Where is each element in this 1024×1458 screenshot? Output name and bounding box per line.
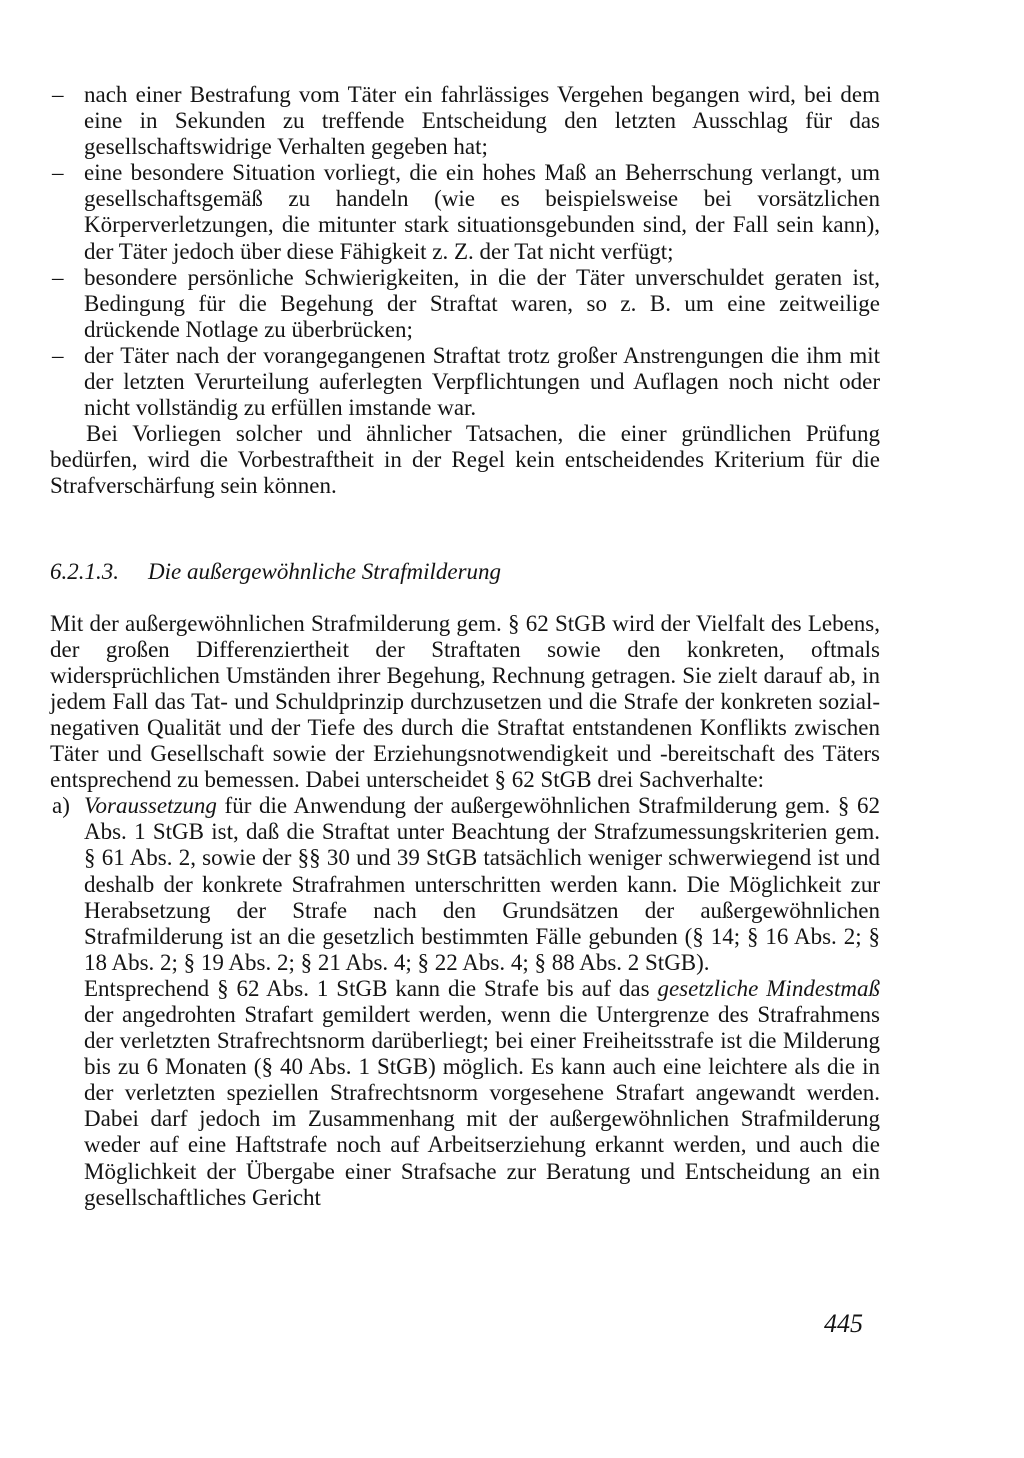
list-dash: – — [52, 264, 64, 290]
item-a-emphasis: Voraussetzung — [84, 793, 217, 819]
section-number: 6.2.1.3. — [50, 558, 119, 584]
page-number: 445 — [824, 1309, 863, 1338]
paragraph-intro: Mit der außergewöhnlichen Strafmilderung gem. § 62 StGB wird der Vielfalt des Lebens, der großen Differenziertheit der Straftaten sowie den konkreten, oftmals widersprüchlichen Umständen ihrer Begehung, Rechnung getragen. Sie zielt darauf ab, in jedem Fall das Tat- und Schuldprinzip durchzusetzen und die Strafe der konkreten sozial-negativen Qualität und der Tiefe des durch die Straftat entstandenen Konflikts zwischen Täter und Gesellschaft sowie der Erziehungsnotwendigkeit und -bereitschaft des Täters entsprechend zu bemessen. Dabei unterscheidet § 62 StGB drei Sachverhalte: — [50, 610, 880, 793]
continuation-text-before: Entsprechend § 62 Abs. 1 StGB kann die Strafe bis auf das — [84, 975, 658, 1001]
paragraph-conclusion: Bei Vorliegen solcher und ähnlicher Tatsachen, die einer gründlichen Prüfung bedürfen, wird die Vorbestraftheit in der Regel kein entscheidendes Kriterium für die Strafverschärfung sein können. — [50, 421, 880, 499]
list-item-text: nach einer Bestrafung vom Täter ein fahrlässiges Vergehen begangen wird, bei dem eine in Sekunden zu treffende Entscheidung den letzten Ausschlag für das gesellschaftswidrige Verhalten gegeben hat; — [84, 82, 880, 160]
list-item-text: besondere persönliche Schwierigkeiten, in die der Täter unverschuldet geraten ist, Bedingung für die Begehung der Straftat waren, so z. B. um eine zeitweilige drückende Notlage zu überbrücken; — [84, 264, 880, 342]
condition-list — [50, 82, 880, 421]
section-title: Die außergewöhnliche Strafmilderung — [148, 558, 502, 584]
page-body — [50, 82, 880, 1211]
item-a — [50, 793, 880, 976]
list-item-text: der Täter nach der vorangegangenen Straftat trotz großer Anstrengungen die ihm mit der letzten Verurteilung auferlegten Verpflichtungen und Auflagen noch nicht oder nicht vollständig zu erfüllen imstande war. — [84, 342, 880, 421]
item-a-continuation — [50, 976, 880, 1211]
continuation-text-after: der angedrohten Strafart gemildert werden, wenn die Untergrenze des Strafrahmens der verletzten Strafrechtsnorm darüberliegt; bei einer Freiheitsstrafe ist die Milderung bis zu 6 Monaten (§ 40 Abs. 1 StGB) möglich. Es kann auch eine leichtere als die in der verletzten speziellen Strafrechtsnorm vorgesehene Strafart angewandt werden. Dabei darf jedoch im Zusammenhang mit der außergewöhnlichen Strafmilderung weder auf eine Haftstrafe noch auf Arbeitserziehung erkannt werden, und auch die Möglichkeit der Übergabe einer Strafsache zur Beratung und Entscheidung an ein gesellschaftliches Gericht — [84, 1002, 880, 1210]
section-heading — [50, 559, 880, 585]
list-dash: – — [52, 160, 64, 186]
item-a-text: für die Anwendung der außergewöhnlichen Strafmilderung gem. § 62 Abs. 1 StGB ist, daß die Straftat unter Beachtung der Strafzumessungskriterien gem. § 61 Abs. 2, sowie der §§ 30 und 39 StGB tatsächlich weniger schwerwiegend ist und deshalb der konkrete Strafrahmen unterschritten werden kann. Die Möglichkeit zur Herabsetzung der Strafe nach den Grundsätzen der außergewöhnlichen Strafmilderung ist an die gesetzlich bestimmten Fälle gebunden (§ 14; § 16 Abs. 2; § 18 Abs. 2; § 19 Abs. 2; § 21 Abs. 4; § 22 Abs. 4; § 88 Abs. 2 StGB). — [84, 793, 880, 975]
item-a-marker: a) — [52, 793, 70, 819]
list-dash: – — [52, 342, 64, 368]
list-item-text: eine besondere Situation vorliegt, die ein hohes Maß an Beherrschung verlangt, um gesellschaftsgemäß zu handeln (wie es beispielsweise bei vorsätzlichen Körperverletzungen, die mitunter stark situationsgebunden sind, der Fall sein kann), der Täter jedoch über diese Fähigkeit z. Z. der Tat nicht verfügt; — [84, 160, 880, 264]
continuation-emphasis: gesetzliche Mindestmaß — [657, 975, 880, 1001]
list-dash: – — [52, 82, 64, 107]
list-item — [50, 160, 880, 264]
list-item — [50, 343, 880, 421]
list-item — [50, 265, 880, 343]
list-item — [50, 82, 880, 160]
